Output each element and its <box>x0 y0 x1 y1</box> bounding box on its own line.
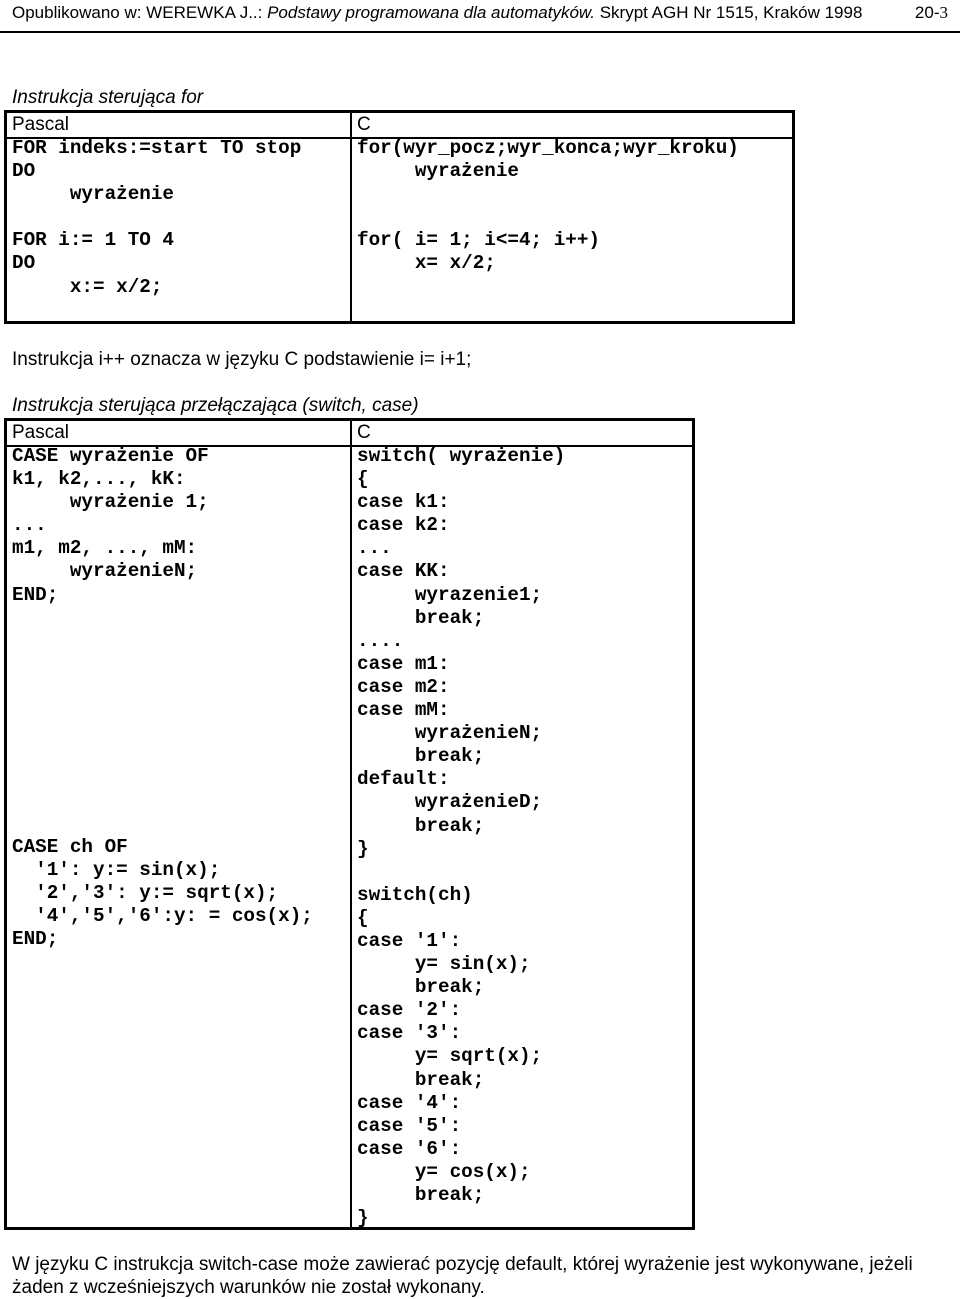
page-number <box>915 3 948 23</box>
header-published-prefix: Opublikowano w: WEREWKA J..: <box>12 3 268 22</box>
header-title: Podstawy programowana dla automatyków. <box>267 3 595 22</box>
header-source: Skrypt AGH Nr 1515, Kraków 1998 <box>595 3 863 22</box>
header-rule <box>0 31 960 33</box>
for-table-divider <box>350 113 352 321</box>
switch-table-divider <box>350 421 352 1227</box>
for-pascal-code: FOR indeks:=start TO stop DO wyrażenie FOR i:= 1 TO 4 DO x:= x/2; <box>12 137 302 298</box>
page-number-suffix: 3 <box>939 3 948 22</box>
for-pascal-label: Pascal <box>12 114 70 135</box>
increment-note: Instrukcja i++ oznacza w języku C podstawienie i= i+1; <box>12 349 472 370</box>
switch-pascal-code-generic: CASE wyrażenie OF k1, k2,..., kK: wyrażenie 1; ... m1, m2, ..., mM: wyrażenieN; END; <box>12 445 209 606</box>
switch-pascal-code-example: CASE ch OF '1': y:= sin(x); '2','3': y:= sqrt(x); '4','5','6':y: = cos(x); END; <box>12 836 313 951</box>
page-number-prefix: 20- <box>914 3 940 22</box>
for-c-code: for(wyr_pocz;wyr_konca;wyr_kroku) wyrażenie for( i= 1; i<=4; i++) x= x/2; <box>357 137 739 275</box>
switch-c-code: switch( wyrażenie) { case k1: case k2: ... case KK: wyrazenie1; break; .... case m1: case m2: case mM: wyrażenieN; break; default: wyrażenieD; break; } switch(ch) { case '1': y= sin(x); break; case '2': case '3': y= sqrt(x); break; case '4': case '5': case '6': y= cos(x); break; } <box>357 445 566 1230</box>
switch-section-heading: Instrukcja sterująca przełączająca (switch, case) <box>12 395 419 416</box>
switch-pascal-label: Pascal <box>12 422 70 443</box>
for-c-label: C <box>357 114 371 135</box>
switch-c-label: C <box>357 422 371 443</box>
page-header <box>12 3 862 23</box>
default-note: W języku C instrukcja switch-case może zawierać pozycję default, której wyrażenie jest wykonywane, jeżeli żaden z wcześniejszych warunków nie został wykonany. <box>12 1254 913 1298</box>
for-section-heading: Instrukcja sterująca for <box>12 87 204 108</box>
